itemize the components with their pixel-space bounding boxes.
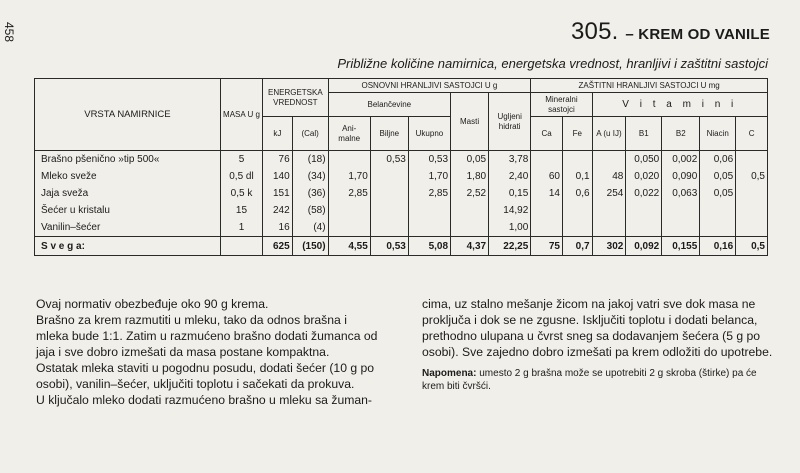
- table-cell: [700, 219, 736, 237]
- total-cell: 0,53: [370, 237, 408, 256]
- table-cell: 1,00: [489, 219, 531, 237]
- table-cell: 2,52: [451, 185, 489, 202]
- total-cell: 0,155: [662, 237, 700, 256]
- table-cell: [736, 185, 768, 202]
- table-cell: 76: [263, 151, 293, 169]
- instructions-column-1: [36, 296, 382, 408]
- paragraph: Ostatak mleka staviti u pogodnu posudu, dodati šećer (10 g po osobi), vanilin–šećer, uključiti toplotu i sačekati da prokuva.: [36, 361, 375, 391]
- total-cell: 0,092: [626, 237, 662, 256]
- table-cell: 2,40: [489, 168, 531, 185]
- table-cell: 242: [263, 202, 293, 219]
- table-cell: [531, 151, 563, 169]
- table-cell: 1,80: [451, 168, 489, 185]
- table-cell: 14: [531, 185, 563, 202]
- note-label: Napomena:: [422, 368, 477, 379]
- total-cell: 0,16: [700, 237, 736, 256]
- table-cell: [626, 219, 662, 237]
- header-kj: kJ: [263, 117, 293, 151]
- recipe-name: – KREM OD VANILE: [625, 26, 770, 43]
- table-cell: (36): [292, 185, 328, 202]
- table-cell: [328, 151, 370, 169]
- table-cell: 15: [220, 202, 262, 219]
- instructions-column-2: [422, 296, 774, 393]
- table-cell: [408, 202, 450, 219]
- recipe-number: 305.: [571, 18, 619, 45]
- header-fe: Fe: [562, 117, 592, 151]
- table-cell: 0,53: [370, 151, 408, 169]
- header-a: A (u IJ): [592, 117, 626, 151]
- item-name: Šećer u kristalu: [35, 202, 221, 219]
- header-animal: Ani- malne: [328, 117, 370, 151]
- header-c: C: [736, 117, 768, 151]
- table-cell: 0,022: [626, 185, 662, 202]
- table-cell: [531, 219, 563, 237]
- table-cell: 0,090: [662, 168, 700, 185]
- total-cell: 0,5: [736, 237, 768, 256]
- header-total: Ukupno: [408, 117, 450, 151]
- table-cell: 0,53: [408, 151, 450, 169]
- table-cell: 0,05: [700, 168, 736, 185]
- table-cell: 140: [263, 168, 293, 185]
- table-cell: [328, 202, 370, 219]
- table-cell: 5: [220, 151, 262, 169]
- table-cell: [408, 219, 450, 237]
- table-cell: [370, 202, 408, 219]
- header-b2: B2: [662, 117, 700, 151]
- total-cell: 5,08: [408, 237, 450, 256]
- table-cell: [662, 219, 700, 237]
- table-cell: 0,6: [562, 185, 592, 202]
- table-cell: [736, 151, 768, 169]
- header-fats: Masti: [451, 93, 489, 151]
- table-cell: 1,70: [328, 168, 370, 185]
- table-cell: [562, 219, 592, 237]
- item-name: Mleko sveže: [35, 168, 221, 185]
- item-name: Jaja sveža: [35, 185, 221, 202]
- table-cell: [451, 219, 489, 237]
- total-cell: [220, 237, 262, 256]
- table-cell: [562, 151, 592, 169]
- table-cell: 0,020: [626, 168, 662, 185]
- paragraph: Brašno za krem razmutiti u mleku, tako da odnos brašna i mleka bude 1:1. Zatim u razmućeno brašno dodati žumanca od jaja i sve dobro izmešati da masa postane kompaktna.: [36, 313, 378, 359]
- nutrition-table: [34, 78, 768, 256]
- header-proteins: Belančevine: [328, 93, 450, 117]
- table-cell: [626, 202, 662, 219]
- table-cell: [700, 202, 736, 219]
- table-cell: [592, 151, 626, 169]
- note: [422, 367, 774, 393]
- paragraph: Ovaj normativ obezbeđuje oko 90 g krema.: [36, 297, 269, 311]
- table-cell: 2,85: [408, 185, 450, 202]
- table-cell: 1: [220, 219, 262, 237]
- total-cell: 22,25: [489, 237, 531, 256]
- table-cell: 0,06: [700, 151, 736, 169]
- total-cell: 4,55: [328, 237, 370, 256]
- table-cell: 0,5 dl: [220, 168, 262, 185]
- header-b1: B1: [626, 117, 662, 151]
- header-cal: (Cal): [292, 117, 328, 151]
- total-label: S v e g a:: [35, 237, 221, 256]
- table-cell: [370, 168, 408, 185]
- table-cell: 3,78: [489, 151, 531, 169]
- table-cell: 0,05: [700, 185, 736, 202]
- table-cell: [531, 202, 563, 219]
- table-cell: (4): [292, 219, 328, 237]
- header-item: VRSTA NAMIRNICE: [35, 79, 221, 151]
- table-cell: [451, 202, 489, 219]
- table-cell: 2,85: [328, 185, 370, 202]
- total-cell: 75: [531, 237, 563, 256]
- total-cell: 0,7: [562, 237, 592, 256]
- table-cell: [328, 219, 370, 237]
- table-row: [35, 202, 768, 219]
- table-cell: [592, 202, 626, 219]
- table-cell: 0,5 k: [220, 185, 262, 202]
- table-cell: 0,5: [736, 168, 768, 185]
- page-number: 458: [2, 22, 16, 43]
- table-cell: [562, 202, 592, 219]
- table-cell: [370, 219, 408, 237]
- header-basic: OSNOVNI HRANLJIVI SASTOJCI U g: [328, 79, 531, 93]
- total-row: [35, 237, 768, 256]
- item-name: Brašno pšenično »tip 500«: [35, 151, 221, 169]
- table-row: [35, 219, 768, 237]
- table-cell: 48: [592, 168, 626, 185]
- total-cell: 625: [263, 237, 293, 256]
- table-cell: [662, 202, 700, 219]
- header-plant: Biljne: [370, 117, 408, 151]
- table-row: [35, 151, 768, 169]
- table-row: [35, 185, 768, 202]
- total-cell: 302: [592, 237, 626, 256]
- table-cell: 14,92: [489, 202, 531, 219]
- header-minerals: Mineralni sastojci: [531, 93, 592, 117]
- table-cell: (58): [292, 202, 328, 219]
- header-carbs: Ugljeni hidrati: [489, 93, 531, 151]
- table-cell: (18): [292, 151, 328, 169]
- header-niacin: Niacin: [700, 117, 736, 151]
- item-name: Vanilin–šećer: [35, 219, 221, 237]
- table-subtitle: Približne količine namirnica, energetska vrednost, hranljivi i zaštitni sastojci: [337, 56, 768, 71]
- recipe-title: [571, 18, 770, 46]
- note-text: umesto 2 g brašna može se upotrebiti 2 g skroba (štirke) pa će krem biti čvršći.: [422, 368, 757, 392]
- table-cell: [592, 219, 626, 237]
- table-cell: 151: [263, 185, 293, 202]
- table-cell: 0,1: [562, 168, 592, 185]
- total-cell: 4,37: [451, 237, 489, 256]
- table-row: [35, 168, 768, 185]
- table-cell: 1,70: [408, 168, 450, 185]
- table-cell: 0,15: [489, 185, 531, 202]
- table-cell: 0,063: [662, 185, 700, 202]
- table-cell: 16: [263, 219, 293, 237]
- table-cell: (34): [292, 168, 328, 185]
- table-cell: [736, 219, 768, 237]
- table-cell: 0,050: [626, 151, 662, 169]
- header-protective: ZAŠTITNI HRANLJIVI SASTOJCI U mg: [531, 79, 768, 93]
- header-mass: MASA U g: [220, 79, 262, 151]
- paragraph: cima, uz stalno mešanje žicom na jakoj vatri sve dok masa ne proključa i dok se ne zgusne. Isključiti toplotu i dodati belanca, prethodno ulupana u čvrst sneg sa dodavanjem šećera (5 g po osobi). Sve zajedno dobro izmešati pa krem odložiti do upotrebe.: [422, 297, 773, 359]
- header-vitamins: V i t a m i n i: [592, 93, 767, 117]
- table-cell: 0,05: [451, 151, 489, 169]
- table-cell: [736, 202, 768, 219]
- table-cell: [370, 185, 408, 202]
- header-ca: Ca: [531, 117, 563, 151]
- header-energy: ENERGETSKA VREDNOST: [263, 79, 328, 117]
- table-cell: 0,002: [662, 151, 700, 169]
- table-cell: 60: [531, 168, 563, 185]
- total-cell: (150): [292, 237, 328, 256]
- paragraph: U ključalo mleko dodati razmućeno brašno u mleku sa žuman-: [36, 393, 372, 407]
- table-cell: 254: [592, 185, 626, 202]
